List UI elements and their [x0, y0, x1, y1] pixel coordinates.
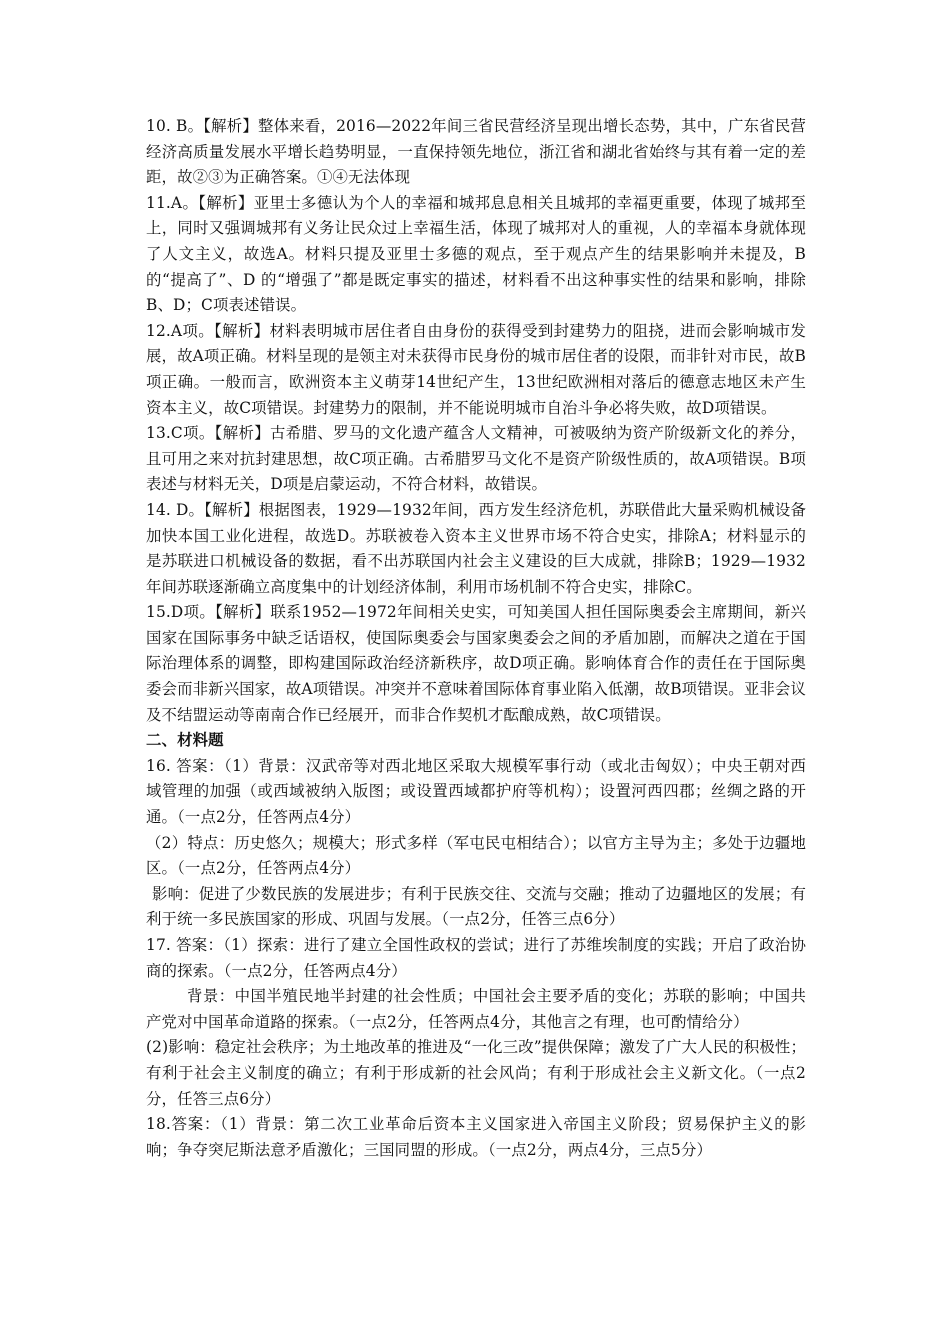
answer-17-part2: (2)影响：稳定社会秩序；为土地改革的推进及“一化三改”提供保障；激发了广大人民的积极性；有利于社会主义制度的确立；有利于形成新的社会风尚；有利于形成社会主义新文化。（一点2分，任答三点6分） [146, 1038, 806, 1108]
answer-16-part1: 16. 答案：（1）背景：汉武帝等对西北地区采取大规模军事行动（或北击匈奴）；中央王朝对西域管理的加强（或西域被纳入版图；或设置西域都护府等机构）；设置河西四郡；丝绸之路的开通。（一点2分，任答两点4分） [146, 756, 806, 827]
answer-14: 14. D。【解析】根据图表，1929—1932年间，西方发生经济危机，苏联借此大量采购机械设备加快本国工业化进程，故选D。苏联被卷入资本主义世界市场不符合史实，排除A；材料显示的是苏联进口机械设备的数据，看不出苏联国内社会主义建设的巨大成就，排除B；1929—1932年间苏联逐渐确立高度集中的计划经济体制，利用市场机制不符合史实，排除C。 [146, 500, 806, 596]
answer-17-part1: 17. 答案：（1）探索：进行了建立全国性政权的尝试；进行了苏维埃制度的实践；开启了政治协商的探索。（一点2分，任答两点4分） [146, 936, 806, 980]
answer-16-impact: 影响：促进了少数民族的发展进步；有利于民族交往、交流与交融；推动了边疆地区的发展；有利于统一多民族国家的形成、巩固与发展。（一点2分，任答三点6分） [146, 884, 806, 929]
answer-key-content [146, 114, 806, 1163]
answer-16-part2: （2）特点：历史悠久；规模大；形式多样（军屯民屯相结合）；以官方主导为主；多处于边疆地区。（一点2分，任答两点4分） [146, 833, 806, 878]
answer-18-part1: 18.答案：（1）背景：第二次工业革命后资本主义国家进入帝国主义阶段；贸易保护主义的影响；争夺突尼斯法意矛盾激化；三国同盟的形成。（一点2分，两点4分，三点5分） [146, 1115, 806, 1159]
answer-10: 10. B。【解析】整体来看，2016—2022年间三省民营经济呈现出增长态势，其中，广东省民营经济高质量发展水平增长趋势明显，一直保持领先地位，浙江省和湖北省始终与其有着一定的差距，故②③为正确答案。①④无法体现 [146, 117, 806, 187]
answer-15: 15.D项。【解析】联系1952—1972年间相关史实，可知美国人担任国际奥委会主席期间，新兴国家在国际事务中缺乏话语权，使国际奥委会与国家奥委会之间的矛盾加剧，而解决之道在于国际治理体系的调整，即构建国际政治经济新秩序，故D项正确。影响体育合作的责任在于国际奥委会而非新兴国家，故A项错误。冲突并不意味着国际体育事业陷入低潮，故B项错误。亚非会议及不结盟运动等南南合作已经展开，而非合作契机才酝酿成熟，故C项错误。 [146, 603, 806, 724]
answer-12: 12.A项。【解析】材料表明城市居住者自由身份的获得受到封建势力的阻挠，进而会影响城市发展，故A项正确。材料呈现的是领主对未获得市民身份的城市居住者的设限，而非针对市民，故B项正确。一般而言，欧洲资本主义萌芽14世纪产生，13世纪欧洲相对落后的德意志地区未产生资本主义，故C项错误。封建势力的限制，并不能说明城市自治斗争必将失败，故D项错误。 [146, 321, 806, 417]
section-heading: 二、材料题 [146, 731, 224, 750]
answer-11: 11.A。【解析】亚里士多德认为个人的幸福和城邦息息相关且城邦的幸福更重要，体现了城邦至上，同时又强调城邦有义务让民众过上幸福生活，体现了城邦对人的重视，人的幸福本身就体现了人文主义，故选A。材料只提及亚里士多德的观点，至于观点产生的结果影响并未提及，B的“提高了”、D 的“增强了”都是既定事实的描述，材料看不出这种事实性的结果和影响，排除B、D；C项表述错误。 [146, 193, 806, 315]
answer-17-background: 背景：中国半殖民地半封建的社会性质；中国社会主要矛盾的变化；苏联的影响；中国共产党对中国革命道路的探索。（一点2分，任答两点4分，其他言之有理，也可酌情给分） [146, 987, 806, 1031]
answer-13: 13.C项。【解析】古希腊、罗马的文化遗产蕴含人文精神，可被吸纳为资产阶级新文化的养分，且可用之来对抗封建思想，故C项正确。古希腊罗马文化不是资产阶级性质的，故A项错误。B项表述与材料无关，D项是启蒙运动，不符合材料，故错误。 [146, 424, 806, 494]
